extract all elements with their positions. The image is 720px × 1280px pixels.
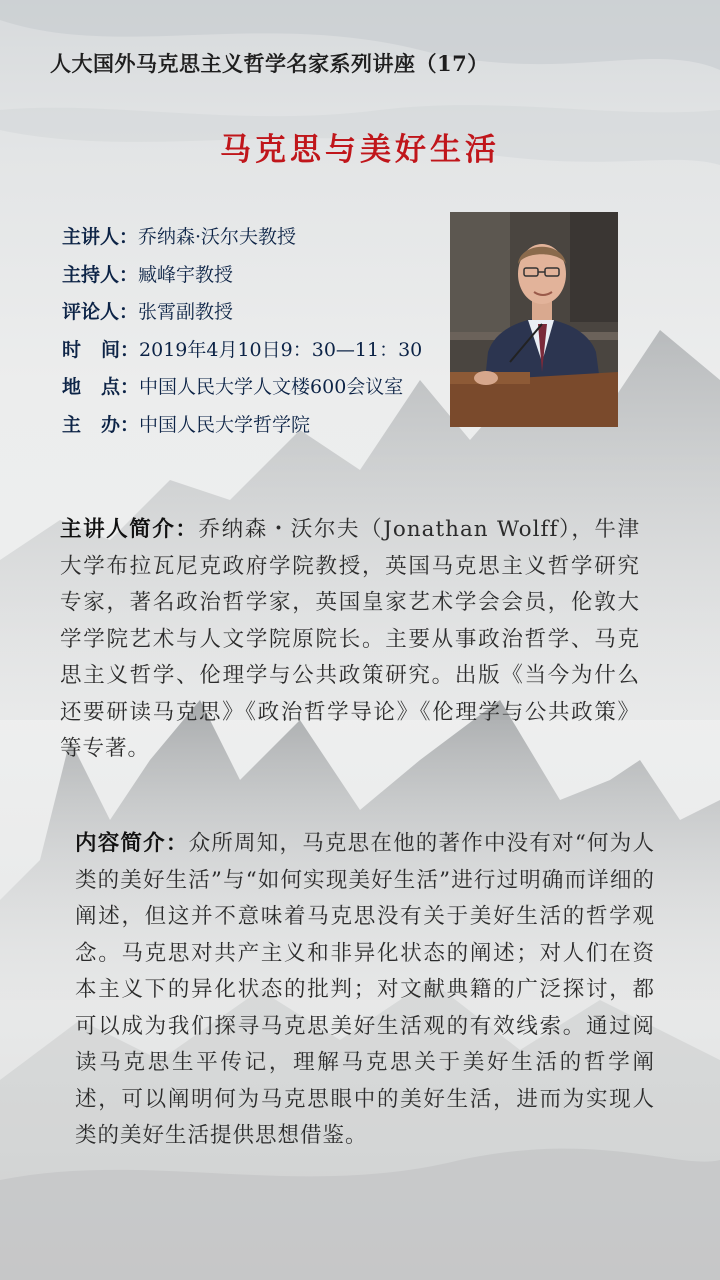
time-label-first: 时 xyxy=(62,338,102,361)
lecture-title: 马克思与美好生活 xyxy=(220,132,500,168)
speaker-portrait-illustration xyxy=(450,212,618,427)
place-label xyxy=(62,372,139,402)
commentator-value: 张霄副教授 xyxy=(138,301,234,323)
info-row-host xyxy=(62,260,442,298)
content-intro-label: 内容简介： xyxy=(75,831,189,856)
organizer-label-first: 主 xyxy=(62,413,102,436)
lecture-info-list xyxy=(62,222,442,447)
speaker-label: 主讲人： xyxy=(62,226,139,248)
place-label-first: 地 xyxy=(62,376,102,398)
organizer-label xyxy=(62,410,139,440)
content-intro-text: 众所周知，马克思在他的著作中没有对“何为人类的美好生活”与“如何实现美好生活”进行过明确而详细的阐述，但这并不意味着马克思没有关于美好生活的哲学观念。马克思对共产主义和非异化状态的阐述；对人们在资本主义下的异化状态的批判；对文献典籍的广泛探讨，都可以成为我们探寻马克思美好生活观的有效线索。通过阅读马克思生平传记，理解马克思关于美好生活的哲学阐述，可以阐明何为马克思眼中的美好生活，进而为实现人类的美好生活提供思想借鉴。 xyxy=(75,831,655,1148)
place-label-second: 点： xyxy=(101,376,140,398)
info-row-place xyxy=(62,372,442,410)
commentator-label: 评论人： xyxy=(62,301,139,323)
time-value: 2019年4月10日9：30—11：30 xyxy=(139,338,423,361)
info-row-organizer xyxy=(62,410,442,448)
speaker-intro-label: 主讲人简介： xyxy=(60,517,199,542)
speaker-value: 乔纳森·沃尔夫教授 xyxy=(138,226,297,248)
host-value: 臧峰宇教授 xyxy=(138,263,234,286)
info-row-commentator xyxy=(62,297,442,335)
time-label xyxy=(62,335,139,365)
speaker-intro xyxy=(60,512,640,768)
time-label-second: 间： xyxy=(101,338,140,361)
speaker-photo xyxy=(450,212,618,427)
host-label: 主持人： xyxy=(62,263,139,286)
series-title: 人大国外马克思主义哲学名家系列讲座（17） xyxy=(50,51,489,76)
info-row-time xyxy=(62,335,442,373)
speaker-intro-text: 乔纳森・沃尔夫（Jonathan Wolff），牛津大学布拉瓦尼克政府学院教授，英国马克思主义哲学研究专家，著名政治哲学家，英国皇家艺术学会会员，伦敦大学学院艺术与人文学院原院长。主要从事政治哲学、马克思主义哲学、伦理学与公共政策研究。出版《当今为什么还要研读马克思》《政治哲学导论》《伦理学与公共政策》等专著。 xyxy=(60,517,640,761)
content-intro xyxy=(75,826,655,1155)
organizer-value: 中国人民大学哲学院 xyxy=(139,413,311,436)
place-value: 中国人民大学人文楼600会议室 xyxy=(139,376,404,398)
organizer-label-second: 办： xyxy=(101,413,140,436)
info-row-speaker xyxy=(62,222,442,260)
